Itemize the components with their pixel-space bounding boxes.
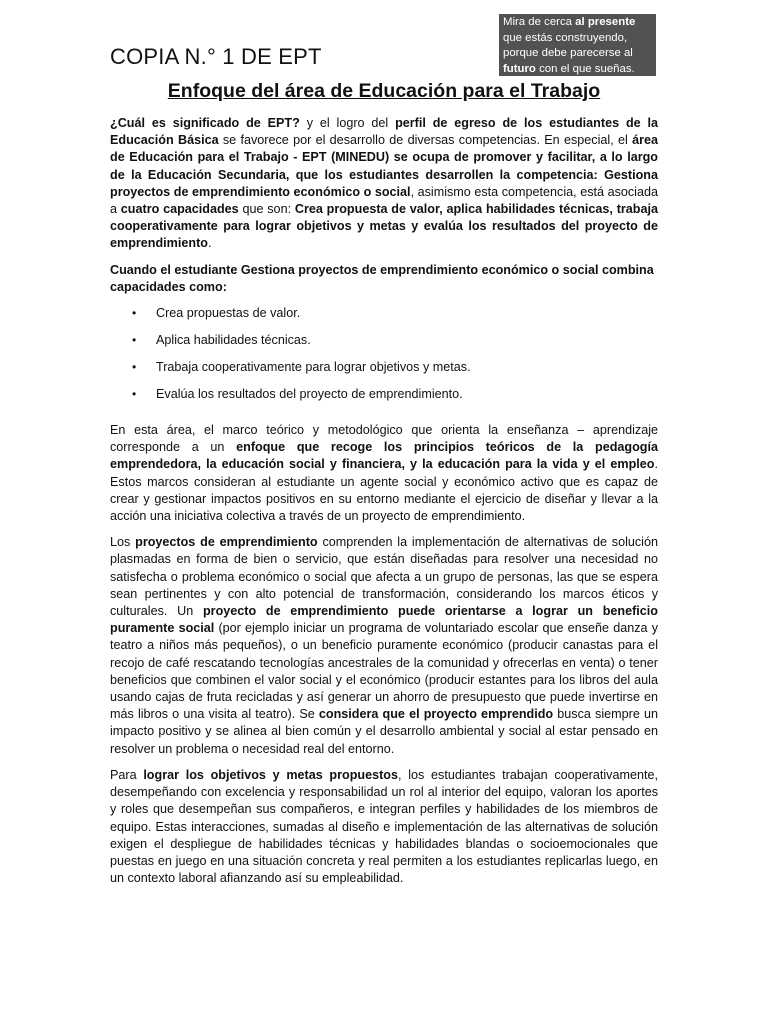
list-item: • Trabaja cooperativamente para lograr objetivos y metas. xyxy=(132,360,471,375)
capacities-list xyxy=(110,305,658,413)
quote-line-1: Mira de cerca al presente xyxy=(503,16,636,28)
list-item: • Aplica habilidades técnicas. xyxy=(132,333,311,348)
paragraph-projects: Los proyectos de emprendimiento comprenden la implementación de alternativas de solución plasmadas en forma de bien o servicio, que están diseñadas para resolver una necesidad no satisfecha o problema económico o social que afecta a un grupo de personas, las que se espera sean pertinentes y con alto potencial de transformación, considerando los marcos éticos y culturales. Un proyecto de emprendimiento puede orientarse a lograr un beneficio puramente social (por ejemplo iniciar un programa de voluntariado escolar que enseñe danza y teatro a niños más pequeños), o un beneficio puramente económico (producir canastas para el recojo de café rescatando tecnologías ancestrales de la comunidad y ofrecerlas en venta) o tener beneficios que combinen el valor social y el económico (producir estantes para los libros del aula usando cajas de fruta recicladas y así generar un ahorro de presupuesto que puede invertirse en más libros o una visita al teatro). Se considera que el proyecto emprendido busca siempre un impacto positivo y se alinea al bien común y el desarrollo ambiental y social al estar pensado en resolver un problema o necesidad real del entorno. xyxy=(110,535,659,756)
paragraph-ept-definition: ¿Cuál es significado de EPT? y el logro del perfil de egreso de los estudiantes de la Educación Básica se favorece por el desarrollo de diversas competencias. En especial, el área de Educación para el Trabajo - EPT (MINEDU) se ocupa de promover y facilitar, a lo largo de la Educación Secundaria, que los estudiantes desarrollen la competencia: Gestiona proyectos de emprendimiento económico o social, asimismo esta competencia, está asociada a cuatro capacidades que son: Crea propuesta de valor, aplica habilidades técnicas, trabaja cooperativamente para lograr objetivos y metas y evalúa los resultados del proyecto de emprendimiento. xyxy=(110,116,659,251)
list-item: • Evalúa los resultados del proyecto de emprendimiento. xyxy=(132,387,463,402)
quote-line-3: porque debe parecerse al xyxy=(503,47,633,59)
quote-box xyxy=(499,14,656,76)
copy-title: COPIA N.° 1 DE EPT xyxy=(110,44,322,69)
list-item: • Crea propuestas de valor. xyxy=(132,306,301,321)
bullet-icon: • xyxy=(132,387,137,402)
bullet-icon: • xyxy=(132,306,137,321)
page-title: Enfoque del área de Educación para el Trabajo xyxy=(167,80,601,102)
quote-line-4: futuro con el que sueñas. xyxy=(503,62,635,75)
paragraph-objectives: Para lograr los objetivos y metas propuestos, los estudiantes trabajan cooperativamente, desempeñando con excelencia y responsabilidad un rol al interior del equipo, valoran los aportes y roles que desempeñan sus compañeros, e integran perfiles y habilidades de los miembros de equipo. Estas interacciones, sumadas al diseño e implementación de las alternativas de solución exigen el despliegue de habilidades técnicas y habilidades blandas o socioemocionales que puestas en juego en una situación concreta y real permiten a los estudiantes replicarlas luego, en un contexto laboral afianzando así su empleabilidad. xyxy=(110,767,658,886)
document-body xyxy=(110,115,658,896)
paragraph-framework: En esta área, el marco teórico y metodológico que orienta la enseñanza – aprendizaje corresponde a un enfoque que recoge los principios teóricos de la pedagogía emprendedora, la educación social y financiera, y la educación para la vida y el empleo. Estos marcos consideran al estudiante un agente social y económico activo que es capaz de crear y gestionar impactos positivos en su entorno mediante el ejercicio de diseñar y llevar a la acción una iniciativa colectiva a través de un proyecto de emprendimiento. xyxy=(110,423,658,524)
quote-line-2: que estás construyendo, xyxy=(503,31,628,44)
paragraph-capacities-intro: Cuando el estudiante Gestiona proyectos de emprendimiento económico o social combina capacidades como: xyxy=(110,262,654,294)
bullet-icon: • xyxy=(132,333,137,348)
bullet-icon: • xyxy=(132,360,137,375)
